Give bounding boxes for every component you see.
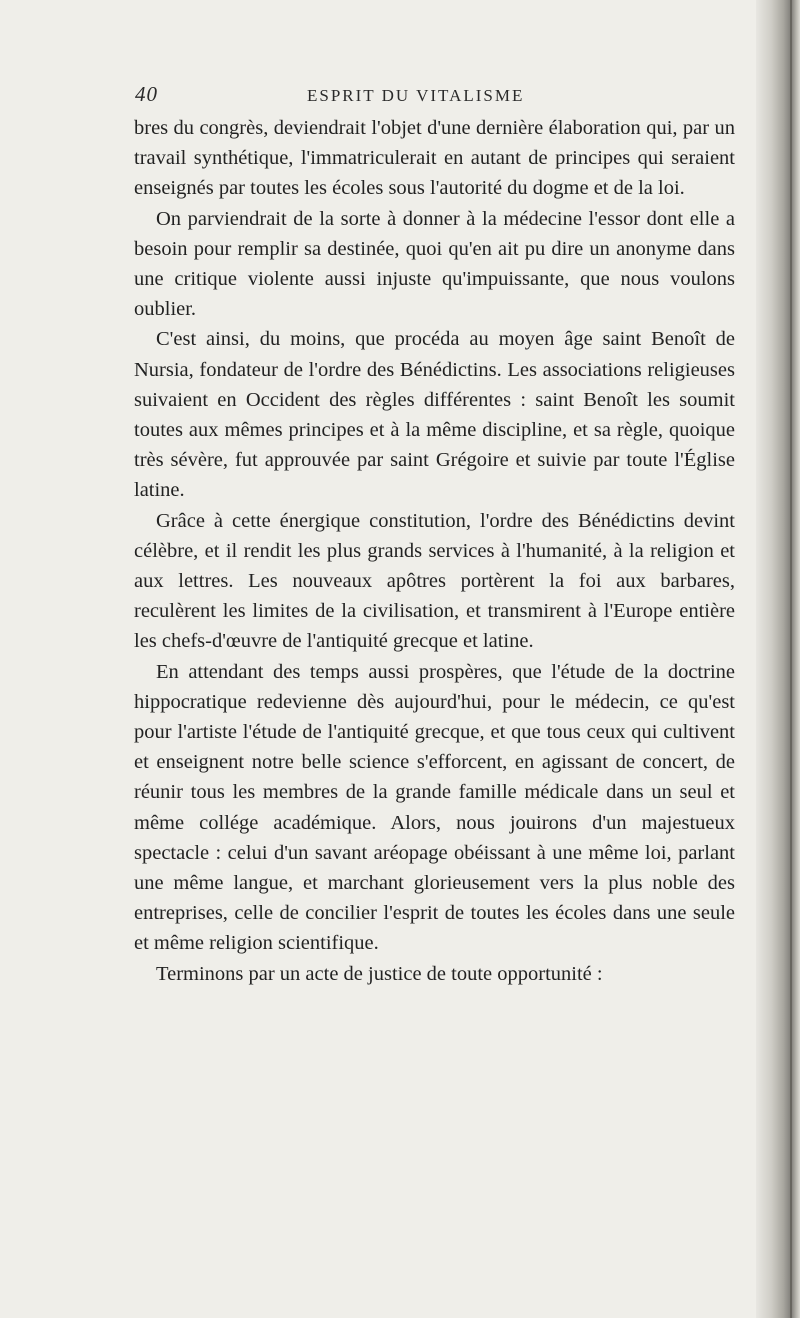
paragraph: Terminons par un acte de justice de toute opportunité :: [156, 962, 603, 985]
paragraph: Grâce à cette énergique constitution, l'ordre des Bénédictins devint célèbre, et il rendit les plus grands services à l'humanité, à la religion et aux lettres. Les nouveaux apôtres portèrent la foi aux barbares, reculèrent les limites de la civilisation, et transmirent à l'Europe entière les chefs-d'œuvre de l'antiquité grecque et latine.: [134, 509, 735, 653]
paragraph: En attendant des temps aussi prospères, que l'étude de la doctrine hippocratique redevienne dès aujourd'hui, pour le médecin, ce qu'est pour l'artiste l'étude de l'antiquité grecque, et que tous ceux qui cultivent et enseignent notre belle science s'efforcent, en agissant de concert, de réunir tous les membres de la grande famille médicale dans un seul et même collége académique. Alors, nous jouirons d'un majestueux spectacle : celui d'un savant aréopage obéissant à une même loi, parlant une même langue, et marchant glorieusement vers la plus noble des entreprises, celle de concilier l'esprit de toutes les écoles dans une seule et même religion scientifique.: [134, 660, 735, 955]
binding-gutter: [756, 0, 800, 1318]
binding-edge-line: [790, 0, 792, 1318]
paragraph-continued: bres du congrès, deviendrait l'objet d'une dernière élaboration qui, par un travail synthétique, l'immatriculerait en autant de principes qui seraient enseignés par toutes les écoles sous l'autorité du dogme et de la loi.: [134, 117, 735, 200]
body-text: [134, 113, 735, 989]
paragraph: On parviendrait de la sorte à donner à la médecine l'essor dont elle a besoin pour remplir sa destinée, quoi qu'en ait pu dire un anonyme dans une critique violente aussi injuste qu'impuissante, que nous voulons oublier.: [134, 207, 735, 321]
page-number: 40: [135, 82, 158, 106]
running-title: ESPRIT DU VITALISME: [307, 86, 525, 105]
paragraph: C'est ainsi, du moins, que procéda au moyen âge saint Benoît de Nursia, fondateur de l'ordre des Bénédictins. Les associations religieuses suivaient en Occident des règles différentes : saint Benoît les soumit toutes aux mêmes principes et à la même discipline, et sa règle, quoique très sévère, fut approuvée par saint Grégoire et suivie par toute l'Église latine.: [134, 328, 735, 502]
